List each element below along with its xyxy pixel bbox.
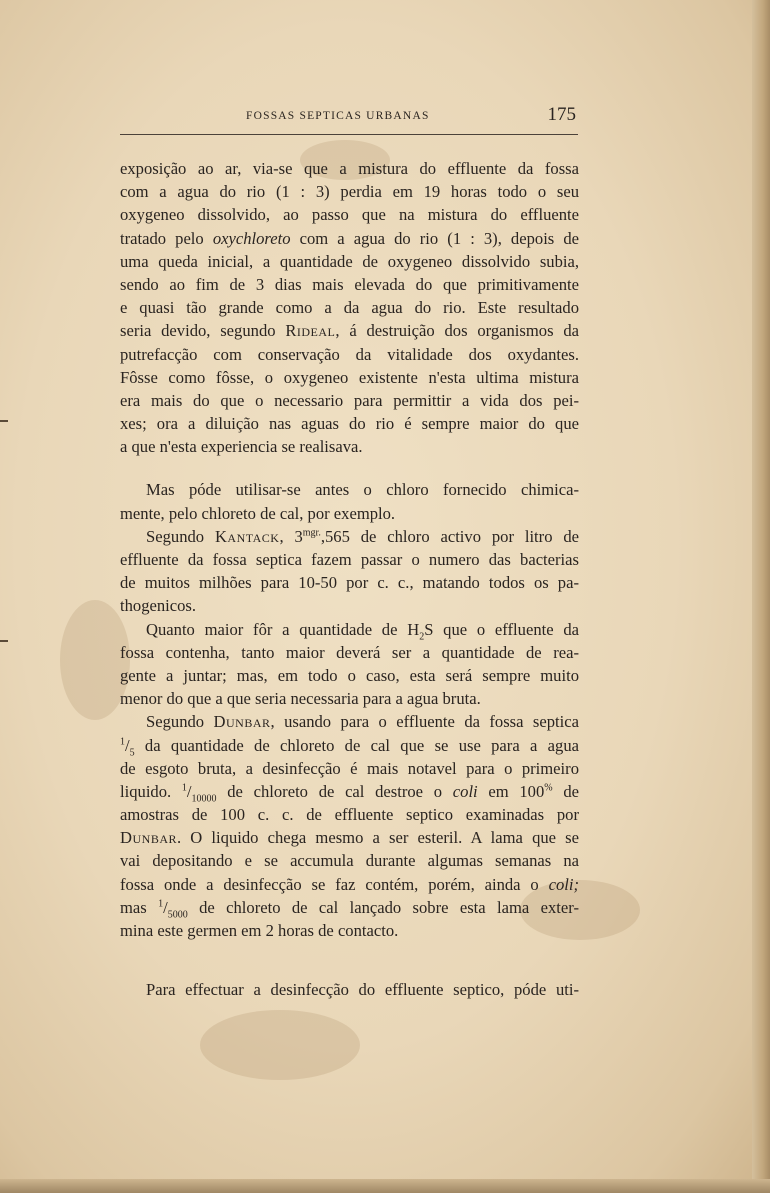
body-text — [120, 157, 579, 1001]
page-edge-right — [752, 0, 770, 1193]
text-line: Para effectuar a desinfecção do effluente septico, póde uti- — [146, 980, 579, 1000]
paragraph — [120, 525, 579, 618]
text-line: exposição ao ar, via-se que a mistura do effluente da fossa — [120, 159, 579, 178]
italic-term: coli — [452, 781, 478, 801]
text-line: menor do que a que seria necessaria para a agua bruta. — [120, 689, 481, 709]
paragraph — [120, 710, 579, 942]
text-line: Mas póde utilisar-se antes o chloro fornecido chimica- — [146, 480, 579, 500]
text-line: de esgoto bruta, a desinfecção é mais notavel para o primeiro — [120, 758, 579, 778]
text-line: Segundo Dunbar, usando para o effluente da fossa septica — [146, 712, 580, 732]
text-line: mina este germen em 2 horas de contacto. — [120, 921, 399, 940]
header-rule — [120, 134, 578, 135]
text-line: vai depositando e se accumula durante algumas semanas na — [120, 851, 579, 871]
text-line: gente a juntar; mas, em todo o caso, esta será sempre muito — [120, 665, 579, 685]
page-edge-mark — [0, 640, 8, 642]
text-line: Fôsse como fôsse, o oxygeneo existente n'esta ultima mistura — [120, 367, 579, 387]
page-edge-mark — [0, 420, 8, 422]
text-line: de muitos milhões para 10-50 por c. c., matando todos os pa- — [120, 573, 579, 593]
text-line: xes; ora a diluição nas aguas do rio é sempre maior do que — [120, 414, 579, 434]
page-edge-bottom — [0, 1179, 770, 1193]
page-header — [120, 104, 578, 136]
author-name: Dunbar — [120, 828, 177, 848]
text-line: thogenicos. — [120, 596, 197, 616]
text-line: liquido. $^1/_{10000}$ de chloreto de cal destroe o coli em 100% de — [120, 781, 579, 805]
section-gap — [120, 942, 579, 978]
text-line: e quasi tão grande como a da agua do rio. Este resultado — [120, 298, 579, 318]
text-line: amostras de 100 c. c. de effluente septico examinadas por — [120, 805, 579, 825]
text-line: Dunbar. O liquido chega mesmo a ser esteril. A lama que se — [120, 828, 579, 848]
text-line: $^1/_5$ da quantidade de chloreto de cal que se use para a agua — [120, 735, 579, 758]
text-line: era mais do que o necessario para permittir a vida dos pei- — [120, 390, 579, 410]
text-line: mente, pelo chloreto de cal, por exemplo. — [120, 503, 396, 523]
text-line: sendo ao fim de 3 dias mais elevada do que primitivamente — [120, 274, 579, 294]
text-line: effluente da fossa septica fazem passar o numero das bacterias — [120, 550, 579, 569]
paragraph — [120, 618, 579, 711]
paragraph — [120, 157, 579, 458]
text-line: uma queda inicial, a quantidade de oxygeneo dissolvido subia, — [120, 251, 579, 271]
paragraph — [120, 478, 579, 524]
text-line: Quanto maior fôr a quantidade de $H_2S$ que o effluente da — [146, 619, 579, 642]
paragraph — [120, 978, 579, 1001]
italic-term: oxychloreto — [212, 228, 291, 248]
text-line: tratado pelo oxychloreto com a agua do rio (1 : 3), depois de — [120, 228, 580, 248]
italic-term: coli; — [548, 874, 579, 894]
text-line: mas $^1/_{5000}$ de chloreto de cal lançado sobre esta lama exter- — [120, 897, 579, 921]
paragraph-gap — [120, 458, 579, 478]
text-line: seria devido, segundo Rideal, á destruição dos organismos da — [120, 321, 579, 341]
author-name: Dunbar — [213, 712, 271, 732]
text-line: fossa onde a desinfecção se faz contém, porém, ainda o coli; — [120, 874, 579, 894]
text-line: fossa contenha, tanto maior deverá ser a quantidade de rea- — [120, 642, 579, 662]
author-name: Kantack — [214, 526, 280, 546]
text-line: putrefacção com conservação da vitalidade dos oxydantes. — [120, 344, 579, 364]
text-line: com a agua do rio (1 : 3) perdia em 19 horas todo o seu — [120, 182, 579, 202]
text-line: Segundo Kantack, $3^{mgr.},565$ de chloro activo por litro de — [146, 526, 579, 546]
author-name: Rideal — [285, 321, 336, 341]
text-line: oxygeneo dissolvido, ao passo que na mistura do effluente — [120, 205, 579, 225]
text-line: a que n'esta experiencia se realisava. — [120, 437, 363, 457]
running-head: FOSSAS SEPTICAS URBANAS — [246, 110, 430, 122]
page-number: 175 — [547, 104, 576, 125]
